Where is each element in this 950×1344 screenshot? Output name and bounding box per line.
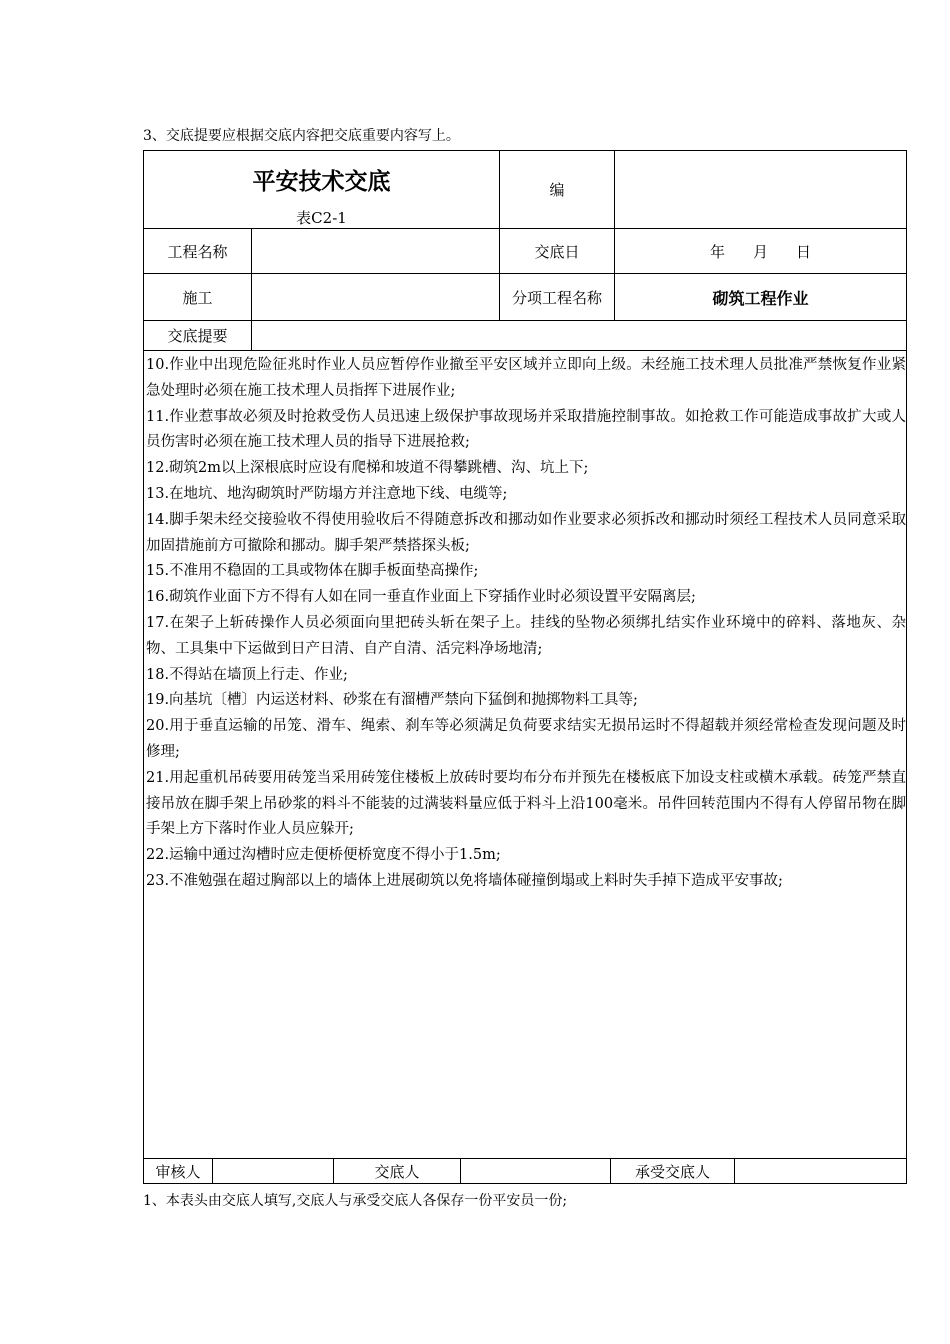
row-divider <box>144 350 906 351</box>
content-item: 20.用于垂直运输的吊笼、滑车、绳索、刹车等必须满足负荷要求结实无损吊运时不得超载并须经常检查发现问题及时修理; <box>146 718 906 760</box>
content-item: 23.不准勉强在超过胸部以上的墙体上进展砌筑以免将墙体碰撞倒塌或上料时失手掉下造成平安事故; <box>146 872 783 889</box>
form-title: 平安技术交底 <box>252 169 391 195</box>
subproject-label: 分项工程名称 <box>511 288 602 307</box>
construction-label: 施工 <box>182 288 213 307</box>
date-day: 日 <box>796 242 812 261</box>
note-top: 3、交底提要应根据交底内容把交底重要内容写上。 <box>143 128 460 144</box>
reviewer-label: 审核人 <box>155 1162 201 1181</box>
content-item: 11.作业惹事故必须及时抢救受伤人员迅速上级保护事故现场并采取措施控制事故。如抢救工作可能造成事故扩大或人员伤害时必须在施工技术理人员的指导下进展抢救; <box>146 408 906 451</box>
date-year: 年 <box>709 242 725 261</box>
content-item: 17.在架子上斩砖操作人员必须面向里把砖头斩在架子上。挂线的坠物必须绑扎结实作业环境中的碎料、落地灰、杂物、工具集中下运做到日产日清、自产自清、活完料净场地清; <box>146 614 906 657</box>
construction-value[interactable] <box>252 274 499 320</box>
content-item: 12.砌筑2m以上深根底时应设有爬梯和坡道不得攀跳槽、沟、坑上下; <box>146 460 589 477</box>
receiver-value[interactable] <box>735 1159 906 1183</box>
content-item: 13.在地坑、地沟砌筑时严防塌方并注意地下线、电缆等; <box>146 485 508 502</box>
bian-value[interactable] <box>615 151 906 228</box>
discloser-label: 交底人 <box>374 1162 420 1181</box>
date-label: 交底日 <box>534 242 580 261</box>
content-item: 18.不得站在墙顶上行走、作业; <box>146 666 348 683</box>
subproject-value: 砌筑工程作业 <box>712 288 809 308</box>
content-item: 21.用起重机吊砖要用砖笼当采用砖笼住楼板上放砖时要均布分布并预先在楼板底下加设支柱或横木承载。砖笼严禁直接吊放在脚手架上吊砂浆的料斗不能装的过满装料量应低于料斗上沿100毫米。吊件回转范围内不得有人停留吊物在脚手架上方下落时作业人员应躲开; <box>146 769 906 838</box>
content-item: 14.脚手架未经交接验收不得使用验收后不得随意拆改和挪动如作业要求必须拆改和挪动时须经工程技术人员同意采取加固措施前方可撤除和挪动。脚手架严禁搭探头板; <box>146 511 906 554</box>
receiver-label: 承受交底人 <box>634 1162 710 1181</box>
discloser-value[interactable] <box>461 1159 610 1183</box>
reviewer-value[interactable] <box>213 1159 333 1183</box>
disclosure-content <box>146 353 906 895</box>
project-name-label: 工程名称 <box>167 242 228 261</box>
bian-label: 编 <box>549 181 565 199</box>
note-bottom: 1、本表头由交底人填写,交底人与承受交底人各保存一份平安员一份; <box>143 1193 568 1209</box>
content-item: 22.运输中通过沟槽时应走便桥便桥宽度不得小于1.5m; <box>146 847 501 864</box>
date-month: 月 <box>752 242 768 261</box>
date-value[interactable] <box>615 229 906 273</box>
summary-value[interactable] <box>252 321 906 350</box>
safety-disclosure-form <box>143 150 907 1184</box>
content-item: 16.砌筑作业面下方不得有人如在同一垂直作业面上下穿插作业时必须设置平安隔离层; <box>146 589 696 606</box>
content-item: 19.向基坑〔槽〕内运送材料、砂浆在有溜槽严禁向下猛倒和抛掷物料工具等; <box>146 692 638 709</box>
summary-label: 交底提要 <box>167 327 228 345</box>
project-name-value[interactable] <box>252 229 499 273</box>
content-item: 15.不准用不稳固的工具或物体在脚手板面垫高操作; <box>146 563 479 580</box>
content-item: 10.作业中出现危险征兆时作业人员应暂停作业撤至平安区域并立即向上级。未经施工技术理人员批准严禁恢复作业紧急处理时必须在施工技术理人员指挥下进展作业; <box>146 357 906 399</box>
form-code: 表C2-1 <box>296 209 347 227</box>
